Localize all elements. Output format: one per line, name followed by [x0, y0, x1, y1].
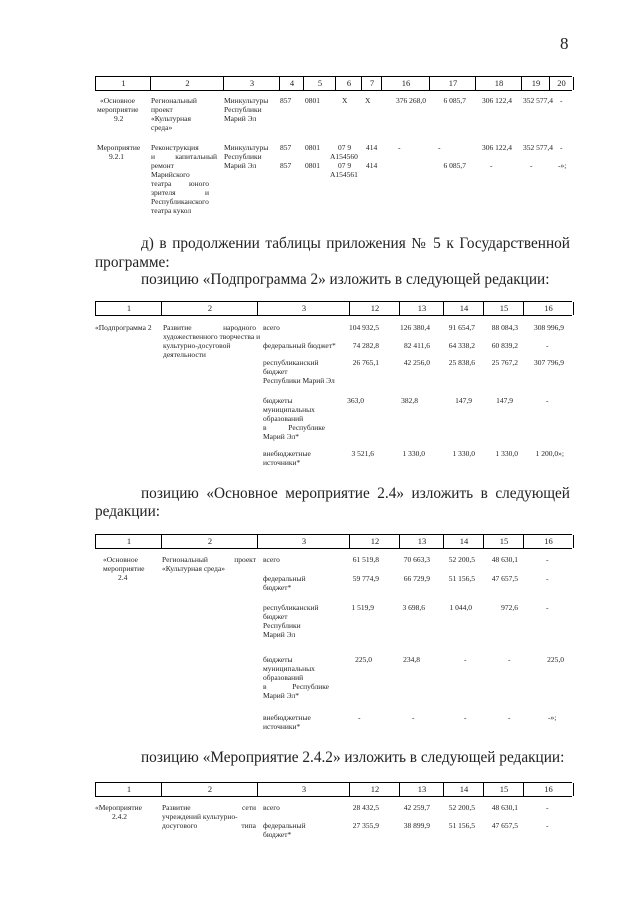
table3-row-label: всего: [263, 555, 280, 564]
table2-cell: 308 996,9: [534, 323, 564, 332]
table1-row2-desc-line: и капитальный: [151, 152, 217, 161]
table2-row-label: бюджеты: [263, 396, 293, 405]
table1-row1-title-line: «Основное: [100, 96, 135, 105]
table1-cell: 306 122,4: [482, 96, 512, 105]
table1-cell: 6 085,7: [443, 161, 466, 170]
table3-header-row: [95, 534, 572, 549]
table2-cell: 60 839,2: [491, 341, 518, 350]
table1-header-cell: 5: [303, 77, 336, 90]
table3-cell: 61 519,8: [352, 555, 379, 564]
table3-cell: 70 663,3: [403, 555, 430, 564]
table2-row-label: республиканский: [263, 358, 319, 367]
table2-cell: 104 932,5: [349, 323, 379, 332]
table3-header-cell: 13: [399, 535, 444, 548]
table1-cell: А154560: [330, 152, 358, 161]
table2-cell: 1 330,0: [495, 449, 518, 458]
table3-cell: -: [464, 655, 467, 664]
table4-title-line: 2.4.2: [112, 812, 127, 821]
table1-row2-desc-line: зрителя и: [151, 188, 209, 197]
table3-row-label: республиканский: [263, 603, 319, 612]
table1-cell: 6 085,7: [443, 96, 466, 105]
table1-row1-desc-line: «Культурная: [151, 114, 191, 123]
table4-cell: 38 899,9: [403, 821, 430, 830]
table2-row-label: образований: [263, 414, 304, 423]
table2-row-label: источники*: [263, 458, 301, 467]
table1-header-cell: 1: [95, 77, 151, 90]
table3-cell: 47 657,5: [491, 574, 518, 583]
table3-cell: -: [412, 713, 415, 722]
table3-cell: -: [464, 713, 467, 722]
table3-header-cell: 12: [349, 535, 400, 548]
table4-cell: 48 630,1: [491, 803, 518, 812]
table2-row-label: бюджет: [263, 367, 288, 376]
table1-cell: 414: [366, 161, 378, 170]
table3-row-label: муниципальных: [263, 664, 315, 673]
table3-cell: -: [546, 574, 549, 583]
table1-cell: 352 577,4: [523, 143, 553, 152]
table3-cell: 1 044,0: [449, 603, 472, 612]
paragraph-line: программе:: [95, 254, 170, 271]
table2-header-cell: 12: [349, 302, 400, 315]
table2-cell: 91 654,7: [448, 323, 475, 332]
table3-title-line: мероприятие: [103, 564, 145, 573]
table3-row-label: бюджет: [263, 612, 288, 621]
table1-row1-title-line: 9.2: [114, 114, 124, 123]
table2-header-cell: 16: [523, 302, 574, 315]
table3-header-cell: 15: [483, 535, 524, 548]
table1-row2-desc-line: Республиканского: [151, 197, 209, 206]
table1-row2-org-line: Марий Эл: [224, 161, 257, 170]
table2-cell: 126 380,4: [400, 323, 430, 332]
table2-desc-line: деятельности: [163, 350, 206, 359]
table1-row1-org-line: Минкультуры: [224, 96, 269, 105]
table4-cell: 28 432,5: [352, 803, 379, 812]
table2-header-cell: 1: [95, 302, 162, 315]
table1-header-cell: 2: [150, 77, 224, 90]
table3-row-label: Марий Эл: [263, 630, 296, 639]
table3-cell: 3 698,6: [402, 603, 425, 612]
table4-header-cell: 14: [443, 783, 484, 796]
table4-cell: -: [546, 803, 549, 812]
table2-cell: -: [546, 396, 549, 405]
table1-cell: -: [560, 143, 563, 152]
table1-header-cell: 7: [361, 77, 382, 90]
table3-cell: -: [508, 713, 511, 722]
table2-cell: 307 796,9: [534, 358, 564, 367]
table3-cell: 51 156,5: [448, 574, 475, 583]
table3-row-label: источники*: [263, 722, 301, 731]
table1-row2-desc-line: Реконструкция: [151, 143, 199, 152]
table2-cell: 25 767,2: [491, 358, 518, 367]
table3-row-label: в Республике: [263, 682, 329, 691]
table1-row1-desc-line: проект: [151, 105, 173, 114]
table1-header-cell: 18: [475, 77, 522, 90]
table4-header-cell: 16: [523, 783, 574, 796]
table3-cell: -: [546, 555, 549, 564]
table1-row2-title-line: 9.2.1: [109, 152, 124, 161]
paragraph-line: позицию «Мероприятие 2.4.2» изложить в следующей редакции:: [141, 749, 565, 766]
table3-cell: 972,6: [501, 603, 518, 612]
table3-header-cell: 14: [443, 535, 484, 548]
table4-header-cell: 12: [349, 783, 400, 796]
table2-cell: -: [546, 341, 549, 350]
table4-title-line: «Мероприятие: [95, 803, 142, 812]
table1-cell: -: [490, 161, 493, 170]
table3-cell: 59 774,9: [352, 574, 379, 583]
table1-row2-desc-line: Марийского: [151, 170, 190, 179]
table3-desc-line: Региональный проект: [162, 555, 256, 564]
table2-cell: 1 200,0»;: [535, 449, 564, 458]
table3-cell: 1 519,9: [351, 603, 374, 612]
table4-desc-line: учреждений культурно-: [162, 812, 238, 821]
table1-header-cell: 19: [521, 77, 550, 90]
table3-cell: -: [546, 603, 549, 612]
table1-cell: 414: [366, 143, 378, 152]
table2-row-label: Республики Марий Эл: [263, 376, 335, 385]
table4-row-label: бюджет*: [263, 830, 292, 839]
table2-cell: 74 282,8: [352, 341, 379, 350]
table2-cell: 363,0: [347, 396, 364, 405]
table2-header-cell: 15: [483, 302, 524, 315]
table1-cell: -»;: [558, 161, 567, 170]
table1-cell: -: [530, 161, 533, 170]
table1-cell: 352 577,4: [523, 96, 553, 105]
table2-cell: 382,8: [401, 396, 418, 405]
table2-header-cell: 14: [443, 302, 484, 315]
table2-title: «Подпрограмма 2: [95, 323, 152, 332]
page-number: 8: [560, 34, 569, 53]
table2-row-label: внебюджетные: [263, 449, 311, 458]
table2-header-cell: 2: [161, 302, 258, 315]
table1-cell: 857: [280, 161, 292, 170]
table1-header-cell: 16: [381, 77, 430, 90]
table3-row-label: бюджет*: [263, 583, 292, 592]
table3-title-line: «Основное: [103, 555, 138, 564]
table4-header-cell: 15: [483, 783, 524, 796]
table1-cell: 07 9: [338, 143, 352, 152]
table4-cell: 42 259,7: [403, 803, 430, 812]
table2-header-cell: 13: [399, 302, 444, 315]
table2-cell: 26 765,1: [352, 358, 379, 367]
table1-cell: 0801: [305, 96, 320, 105]
table2-desc-line: художественного творчества и: [163, 332, 261, 341]
table4-header-cell: 3: [257, 783, 350, 796]
table2-cell: 25 838,6: [448, 358, 475, 367]
table1-row1-org-line: Республики: [224, 105, 262, 114]
table3-header-cell: 1: [95, 535, 162, 548]
table3-cell: -: [508, 655, 511, 664]
table4-header-row: [95, 782, 572, 797]
table2-header-row: [95, 301, 572, 316]
table4-desc-line: досугового типа: [162, 821, 256, 830]
table3-desc-line: «Культурная среда»: [162, 564, 226, 573]
table2-cell: 147,9: [496, 396, 513, 405]
table3-title-line: 2.4: [118, 573, 128, 582]
table3-row-label: федеральный: [263, 574, 306, 583]
table2-cell: 1 330,0: [452, 449, 475, 458]
table1-cell: 0801: [305, 161, 320, 170]
table2-row-label: федеральный бюджет*: [263, 341, 336, 350]
table1-cell: -: [398, 143, 401, 152]
table1-cell: 0801: [305, 143, 320, 152]
table2-cell: 82 411,6: [404, 341, 430, 350]
paragraph-line: редакции:: [95, 503, 161, 520]
table2-cell: 3 521,6: [351, 449, 374, 458]
table3-cell: 66 729,9: [403, 574, 430, 583]
table4-header-cell: 2: [161, 783, 258, 796]
paragraph-line: позицию «Подпрограмма 2» изложить в следующей редакции:: [141, 271, 550, 288]
table3-cell: -»;: [548, 713, 557, 722]
table1-row1-desc-line: Региональный: [151, 96, 197, 105]
table3-cell: 225,0: [355, 655, 372, 664]
table1-cell: 857: [280, 143, 292, 152]
table1-cell: А154561: [330, 170, 358, 179]
table4-cell: 27 355,9: [352, 821, 379, 830]
table1-header-row: [95, 76, 572, 91]
table1-cell: 376 268,0: [396, 96, 426, 105]
table1-cell: Х: [342, 96, 348, 105]
table1-row2-desc-line: театра кукол: [151, 206, 192, 215]
table2-row-label: Марий Эл*: [263, 432, 299, 441]
table3-header-cell: 3: [257, 535, 350, 548]
table1-row2-desc-line: театра юного: [151, 179, 209, 188]
table3-header-cell: 16: [523, 535, 574, 548]
table1-cell: -: [560, 96, 563, 105]
table3-cell: -: [358, 713, 361, 722]
table3-row-label: Марий Эл*: [263, 691, 299, 700]
table3-cell: 48 630,1: [491, 555, 518, 564]
paragraph-line: позицию «Основное мероприятие 2.4» изложить в следующей: [141, 485, 570, 502]
table2-cell: 42 256,0: [403, 358, 430, 367]
table1-row2-org-line: Минкультуры: [224, 143, 269, 152]
table3-header-cell: 2: [161, 535, 258, 548]
table1-cell: 857: [280, 96, 292, 105]
table1-cell: 07 9: [338, 161, 352, 170]
table1-row1-title-line: мероприятие: [97, 105, 139, 114]
table3-cell: 234,8: [403, 655, 420, 664]
paragraph-line: д) в продолжении таблицы приложения № 5 к Государственной: [141, 235, 570, 252]
table3-row-label: образований: [263, 673, 304, 682]
table4-header-cell: 13: [399, 783, 444, 796]
table1-cell: Х: [365, 96, 371, 105]
table2-cell: 88 084,3: [491, 323, 518, 332]
table1-row1-desc-line: среда»: [151, 123, 173, 132]
table1-cell: 306 122,4: [482, 143, 512, 152]
table1-header-cell: 3: [223, 77, 280, 90]
table4-header-cell: 1: [95, 783, 162, 796]
table2-cell: 64 338,2: [448, 341, 475, 350]
table2-row-label: в Республике: [263, 423, 325, 432]
table4-cell: 51 156,5: [448, 821, 475, 830]
table2-cell: 147,9: [455, 396, 472, 405]
table2-cell: 1 330,0: [402, 449, 425, 458]
table4-row-label: всего: [263, 803, 280, 812]
table4-cell: 52 200,5: [448, 803, 475, 812]
table1-row2-title-line: Мероприятие: [97, 143, 141, 152]
table4-cell: -: [546, 821, 549, 830]
table1-row2-org-line: Республики: [224, 152, 262, 161]
table2-desc-line: культурно-досуговой: [163, 341, 231, 350]
table1-header-cell: 20: [549, 77, 574, 90]
table2-header-cell: 3: [257, 302, 350, 315]
table2-row-label: всего: [263, 323, 280, 332]
table1-cell: -: [438, 143, 441, 152]
table1-header-cell: 17: [429, 77, 476, 90]
table1-header-cell: 6: [335, 77, 362, 90]
table3-row-label: внебюджетные: [263, 713, 311, 722]
table2-desc-line: Развитие народного: [163, 323, 256, 332]
table3-row-label: Республики: [263, 621, 301, 630]
table1-header-cell: 4: [279, 77, 304, 90]
table3-cell: 52 200,5: [448, 555, 475, 564]
table3-row-label: бюджеты: [263, 655, 293, 664]
table3-cell: 225,0: [547, 655, 564, 664]
table1-row2-desc-line: ремонт: [151, 161, 174, 170]
table4-row-label: федеральный: [263, 821, 306, 830]
table1-row1-org-line: Марий Эл: [224, 114, 257, 123]
table4-desc-line: Развитие сети: [162, 803, 256, 812]
table2-row-label: муниципальных: [263, 405, 315, 414]
table4-cell: 47 657,5: [491, 821, 518, 830]
